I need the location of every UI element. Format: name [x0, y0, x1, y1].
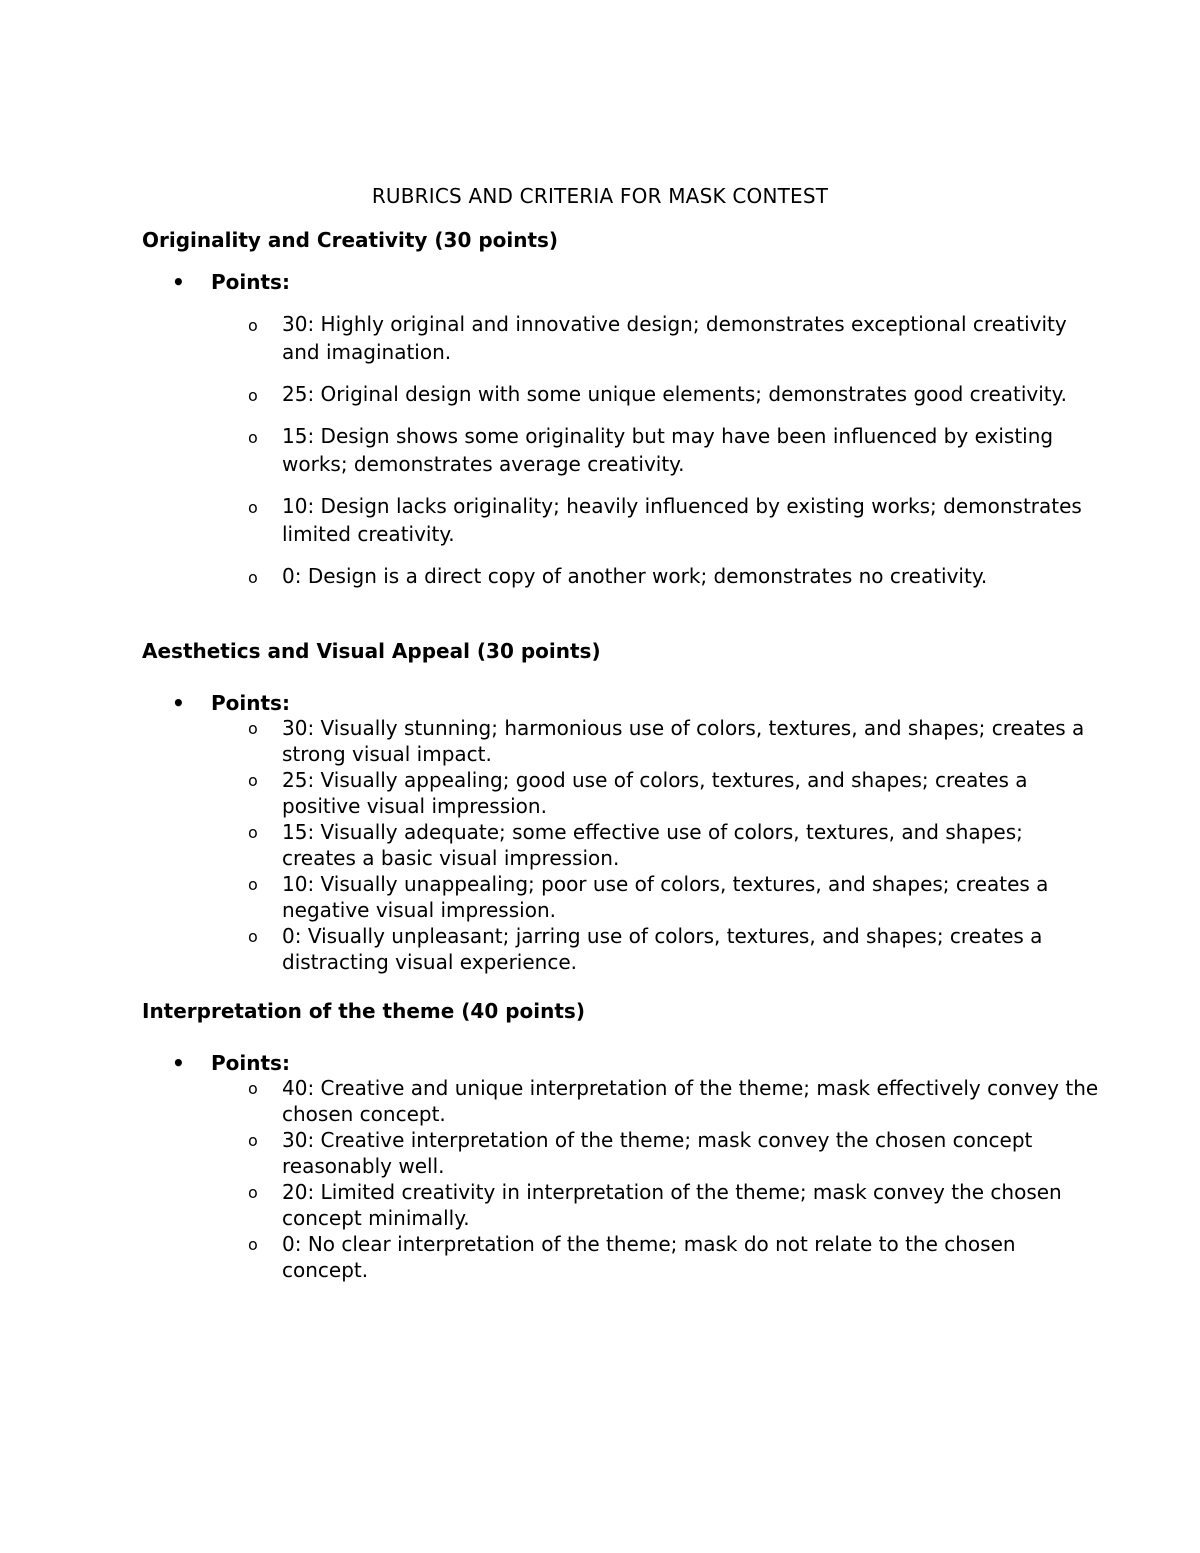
circle-bullet-icon: o — [248, 771, 258, 790]
document-title: RUBRICS AND CRITERIA FOR MASK CONTEST — [371, 184, 829, 208]
bullet-icon: • — [172, 1051, 185, 1075]
list-item: o 0: No clear interpretation of the theme; mask do not relate to the chosen concept. — [248, 1232, 1016, 1282]
points-label: Points: — [211, 691, 290, 715]
circle-bullet-icon: o — [248, 1131, 258, 1150]
section-aesthetics — [142, 637, 1102, 975]
circle-bullet-icon: o — [248, 823, 258, 842]
section-heading: Originality and Creativity (30 points) — [142, 228, 559, 252]
criteria-list — [142, 310, 1102, 590]
list-item: o 20: Limited creativity in interpretation of the theme; mask convey the chosen concept minimally. — [248, 1180, 1062, 1230]
circle-bullet-icon: o — [248, 498, 258, 517]
list-item: o 25: Original design with some unique elements; demonstrates good creativity. — [142, 380, 1102, 408]
section-interpretation — [142, 997, 1102, 1283]
circle-bullet-icon: o — [248, 1183, 258, 1202]
circle-bullet-icon: o — [248, 568, 258, 587]
points-bullet — [142, 268, 1102, 296]
list-item: o 15: Visually adequate; some effective use of colors, textures, and shapes; creates a basic visual impression. — [248, 820, 1023, 870]
points-label: Points: — [211, 1051, 290, 1075]
list-item: o 10: Visually unappealing; poor use of colors, textures, and shapes; creates a negative visual impression. — [248, 872, 1049, 922]
bullet-icon: • — [172, 270, 185, 294]
section-originality — [142, 226, 1102, 604]
list-item: o 30: Creative interpretation of the theme; mask convey the chosen concept reasonably well. — [248, 1128, 1033, 1178]
points-bullet — [142, 689, 1102, 717]
points-label: Points: — [211, 270, 290, 294]
list-item: o 10: Design lacks originality; heavily influenced by existing works; demonstrates limited creativity. — [248, 494, 1082, 546]
section-heading: Aesthetics and Visual Appeal (30 points) — [142, 639, 601, 663]
circle-bullet-icon: o — [248, 316, 258, 335]
list-item: o 25: Visually appealing; good use of colors, textures, and shapes; creates a positive visual impression. — [248, 768, 1028, 818]
circle-bullet-icon: o — [248, 927, 258, 946]
circle-bullet-icon: o — [248, 428, 258, 447]
circle-bullet-icon: o — [248, 875, 258, 894]
points-bullet — [142, 1049, 1102, 1077]
list-item: o 0: Design is a direct copy of another work; demonstrates no creativity. — [142, 562, 1102, 590]
criteria-list — [142, 1075, 1102, 1283]
circle-bullet-icon: o — [248, 1235, 258, 1254]
circle-bullet-icon: o — [248, 1079, 258, 1098]
circle-bullet-icon: o — [248, 386, 258, 405]
section-heading: Interpretation of the theme (40 points) — [142, 999, 585, 1023]
list-item: o 15: Design shows some originality but may have been influenced by existing works; demonstrates average creativity. — [248, 424, 1054, 476]
list-item: o 40: Creative and unique interpretation of the theme; mask effectively convey the chosen concept. — [248, 1076, 1099, 1126]
circle-bullet-icon: o — [248, 719, 258, 738]
bullet-icon: • — [172, 691, 185, 715]
list-item: o 30: Visually stunning; harmonious use of colors, textures, and shapes; creates a strong visual impact. — [248, 716, 1085, 766]
list-item: o 30: Highly original and innovative design; demonstrates exceptional creativity and imagination. — [248, 312, 1067, 364]
list-item: o 0: Visually unpleasant; jarring use of colors, textures, and shapes; creates a distracting visual experience. — [248, 924, 1043, 974]
criteria-list — [142, 715, 1102, 975]
